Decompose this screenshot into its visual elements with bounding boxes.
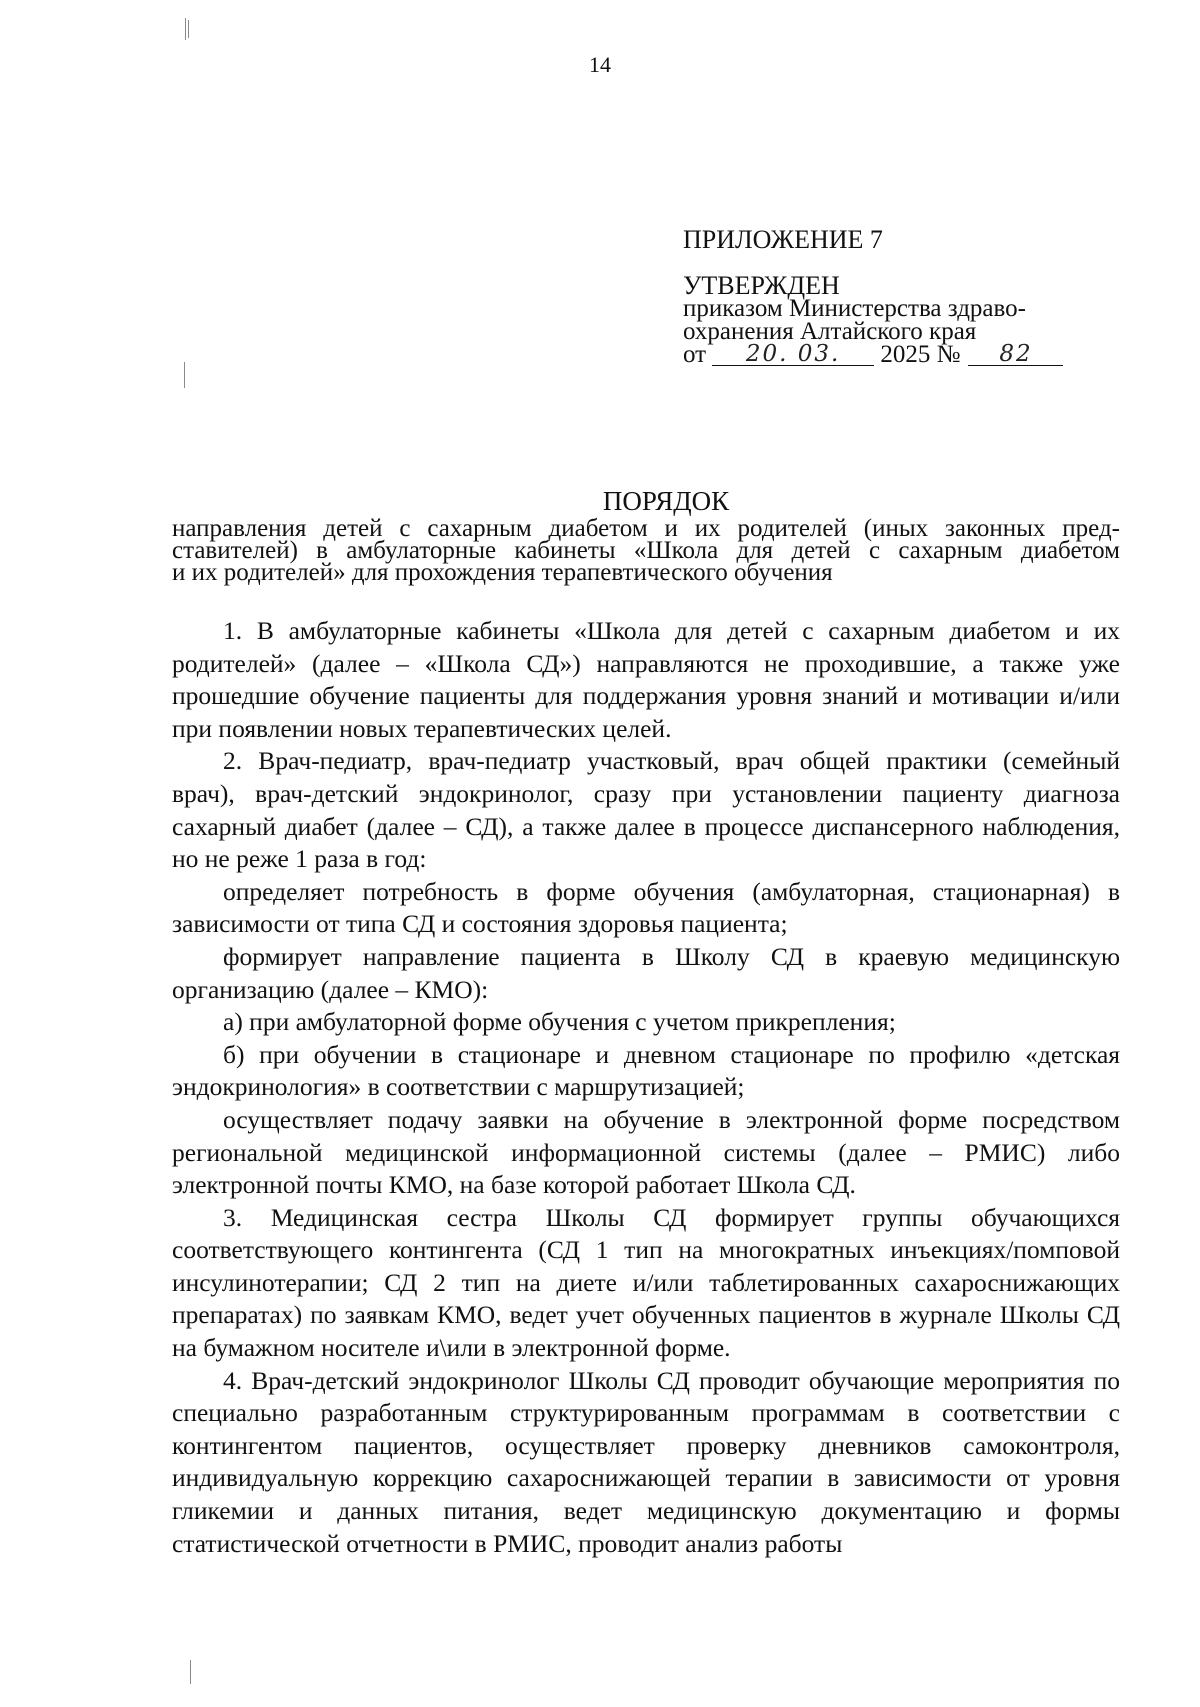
page-number: 14 (589, 52, 611, 77)
order-year: 2025 № (880, 341, 961, 368)
scan-artifact (190, 1660, 191, 1684)
title-line-3: и их родителей» для прохождения терапевтического обучения (172, 559, 833, 586)
document-title-block (172, 486, 1120, 584)
approval-line-2: охранения Алтайского края (683, 318, 977, 345)
paragraph-3: определяет потребность в форме обучения (амбулаторная, стационарная) в зависимости от типа СД и состояния здоровья пациента; (172, 876, 1120, 939)
date-prefix: от (683, 341, 707, 368)
approval-date-line (683, 343, 1103, 366)
paragraph-1: 1. В амбулаторные кабинеты «Школа для детей с сахарным диабетом и их родителей» (далее – «Школа СД») направляются не проходившие, а также уже прошедшие обучение пациенты для поддержания уровня знаний и мотивации и/или при появлении новых терапевтических целей. (172, 616, 1120, 743)
paragraph-4: формирует направление пациента в Школу СД в краевую медицинскую организацию (далее – КМО): (172, 941, 1120, 1004)
approval-block (683, 225, 1103, 368)
paragraph-5: а) при амбулаторной форме обучения с учетом прикрепления; (223, 1007, 896, 1037)
paragraph-9: 4. Врач-детский эндокринолог Школы СД проводит обучающие мероприятия по специально разработанным структурированным программам в соответствии с контингентом пациентов, осуществляет проверку дневников самоконтроля, индивидуальную коррекцию сахароснижающей терапии в зависимости от уровня гликемии и данных питания, ведет медицинскую документацию и формы статистической отчетности в РМИС, проводит анализ работы (172, 1365, 1120, 1558)
title-line-1: направления детей с сахарным диабетом и их родителей (иных законных пред- (172, 515, 1120, 542)
scan-artifact (188, 20, 189, 38)
approval-line-1: приказом Министерства здраво- (683, 295, 1026, 322)
handwritten-date-field (712, 343, 874, 366)
document-body (172, 615, 1120, 1560)
approved-label: УТВЕРЖДЕН (683, 271, 840, 300)
title-line-2: ставителей) в амбулаторные кабинеты «Школа для детей с сахарным диабетом (172, 537, 1120, 564)
handwritten-date: 20. 03. (745, 341, 841, 367)
paragraph-7: осуществляет подачу заявки на обучение в электронной форме посредством региональной медицинской информационной системы (далее – РМИС) либо электронной почты КМО, на базе которой работает Школа СД. (172, 1104, 1120, 1200)
paragraph-6: б) при обучении в стационаре и дневном стационаре по профилю «детская эндокринология» в соответствии с маршрутизацией; (172, 1039, 1120, 1102)
handwritten-number: 82 (999, 341, 1033, 367)
paragraph-2: 2. Врач-педиатр, врач-педиатр участковый, врач общей практики (семейный врач), врач-детский эндокринолог, сразу при установлении пациенту диагноза сахарный диабет (далее – СД), а также далее в процессе диспансерного наблюдения, но не реже 1 раза в год: (172, 746, 1120, 874)
scan-artifact (184, 362, 185, 388)
paragraph-8: 3. Медицинская сестра Школы СД формирует группы обучающихся соответствующего контингента (СД 1 тип на многократных инъекциях/помповой инсулинотерапии; СД 2 тип на диете и/или таблетированных сахароснижающих препаратах) по заявкам КМО, ведет учет обученных пациентов в журнале Школы СД на бумажном носителе и\или в электронной форме. (172, 1202, 1120, 1363)
handwritten-number-field (968, 343, 1063, 366)
scan-artifact (185, 18, 186, 40)
document-title: ПОРЯДОК (602, 486, 730, 516)
appendix-label: ПРИЛОЖЕНИЕ 7 (683, 225, 883, 254)
